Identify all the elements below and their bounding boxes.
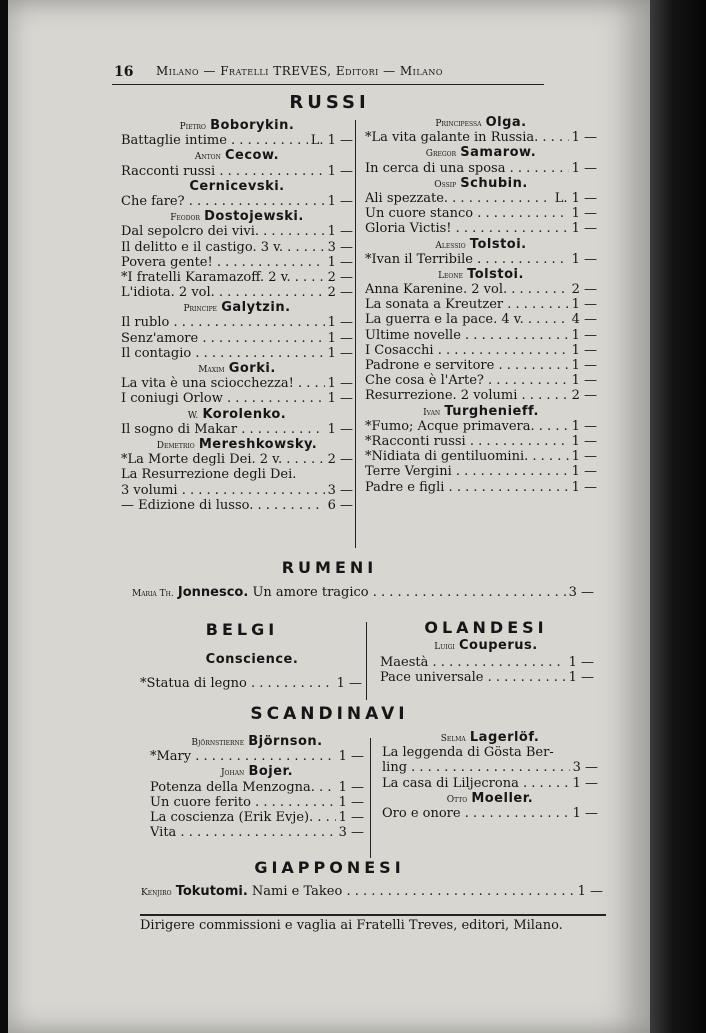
book-title: Il contagio . . . [121,346,325,361]
book-price: 1 — [571,251,597,267]
book-entry [365,161,597,176]
section-belgi-title: BELGI [205,620,279,639]
book-price: 1 — [571,433,597,449]
book-entry [365,419,597,434]
book-price: 3 — [338,825,364,841]
book-price: 3 — [568,585,594,600]
book-title: *La vita galante in Russia. . . . [365,130,569,145]
book-title: In cerca di una sposa . . . [365,161,569,176]
column-divider [370,738,371,858]
book-title: Pace universale . . . [380,670,566,685]
book-entry [150,795,364,810]
book-price: 1 — [571,130,597,146]
belgi-author [142,652,362,667]
author-row [382,791,598,806]
book-title: Battaglie intime . . . [121,133,308,148]
section-russi-title: RUSSI [289,92,370,113]
author-row [121,361,353,376]
book-title: *La Morte degli Dei. 2 v. . . . [121,452,325,467]
book-entry [365,464,597,479]
book-title: L'idiota. 2 vol. . . . [121,285,325,300]
book-entry [121,391,353,406]
author-row [150,734,364,749]
book-price: 1 — [571,342,597,358]
book-entry [365,297,597,312]
footer-rule [140,914,606,916]
book-title: Ali spezzate. . . . [365,191,552,206]
author-first-name: Maria Th. [132,589,174,599]
book-title: Un cuore stanco . . . [365,206,569,221]
author-row [365,115,597,130]
author-row [365,176,597,191]
book-price: 1 — [327,345,353,361]
book-entry [365,282,597,297]
author-first-name: Otto [446,794,468,805]
author-last-name: Gorki. [228,361,276,376]
book-title: Che cosa è l'Arte? . . . [365,373,569,388]
book-price: 6 — [327,497,353,513]
author-last-name: Tolstoi. [467,266,524,282]
book-title: *Racconti russi . . . [365,434,569,449]
book-price: 2 — [327,452,353,468]
book-price: 1 — [327,376,353,392]
author-first-name: W. [187,410,199,421]
author-first-name: Gregor [425,149,457,160]
book-title: Padrone e servitore . . . [365,358,569,373]
book-title: Anna Karenine. 2 vol. . . . [365,282,569,297]
rumeni-entry [132,585,594,600]
book-price: 1 — [338,809,364,825]
author-row [150,764,364,779]
book-entry [365,328,597,343]
book-title: *I fratelli Karamazoff. 2 v. . . . [121,270,325,285]
author-first-name: Principe [183,304,218,315]
book-title: Gloria Victis! . . . [365,221,569,236]
author-first-name: Ivan [423,407,441,418]
book-entry [121,285,353,300]
book-entry [150,780,364,795]
author-row [121,148,353,163]
author-last-name: Galytzin. [221,300,291,316]
olandesi-author [378,638,594,653]
author-first-name: Demetrio [156,440,195,451]
section-scandinavi-title: SCANDINAVI [250,704,409,724]
book-title: Il delitto e il castigo. 3 v. . . . [121,240,325,255]
book-entry [121,422,353,437]
book-entry [121,346,353,361]
book-price: 1 — [571,464,597,480]
author-last-name: Tokutomi. [175,884,248,899]
book-price: L. 1 — [310,133,353,149]
book-title: *Fumo; Acque primavera. . . . [365,419,569,434]
book-title: Un cuore ferito . . . [150,795,336,810]
book-entry [382,760,598,775]
book-title: Nami e Takeo [251,884,343,899]
book-price: 1 — [571,373,597,389]
book-entry [121,133,353,148]
author-last-name: Olga. [485,115,527,130]
author-row [365,145,597,160]
publisher-line: Milano — Fratelli TREVES, Editori — Milano [156,64,443,78]
book-title: Ultime novelle . . . [365,328,569,343]
book-price: 4 — [571,312,597,328]
book-entry [121,315,353,330]
author-first-name: Ossip [434,179,457,190]
author-last-name: Korolenko. [202,406,287,422]
book-title-line: La Resurrezione degli Dei. [121,467,297,483]
author-row [382,730,598,745]
author-first-name: Feodor [170,213,200,224]
book-entry [365,343,597,358]
author-first-name: Luigi [434,642,455,652]
section-giapponesi-title: GIAPPONESI [254,858,405,877]
book-price: 1 — [571,297,597,313]
book-price: 1 — [338,779,364,795]
book-entry [121,194,353,209]
book-price: 2 — [327,285,353,301]
author-last-name: Boborykin. [210,118,295,133]
book-title: Il rublo . . . [121,315,325,330]
book-price: 1 — [327,224,353,240]
book-entry [365,434,597,449]
book-price: 3 — [327,239,353,255]
book-entry [380,655,594,670]
author-last-name: Couperus. [459,638,538,653]
book-entry [121,452,353,467]
russi-right-column [365,115,597,495]
author-row [121,407,353,422]
section-olandesi-title: OLANDESI [424,618,548,637]
book-title: Terre Vergini . . . [365,464,569,479]
book-title: ling . . . [382,760,570,775]
book-title: Maestà . . . [380,655,566,670]
book-entry [121,483,353,498]
book-title: 3 volumi . . . [121,483,325,498]
author-last-name: Turghenieff. [444,403,539,419]
book-entry [365,130,597,145]
author-first-name: Pietro [179,122,206,132]
author-first-name: Maxim [198,365,225,375]
book-entry [150,810,364,825]
book-title: Che fare? . . . [121,194,325,209]
author-last-name: Björnson. [248,734,323,749]
book-entry [121,224,353,239]
book-title: *Nidiata di gentiluomini. . . . [365,449,569,464]
author-row [121,118,353,133]
book-title: La vita è una sciocchezza! . . . [121,376,325,391]
author-row [121,179,353,194]
author-first-name: Selma [440,734,466,744]
book-title-line: La leggenda di Gösta Ber- [382,745,554,761]
book-entry [121,255,353,270]
book-entry [121,270,353,285]
book-title: Vita . . . [150,825,336,840]
book-entry [150,749,364,764]
page-number: 16 [114,64,134,80]
column-divider [355,120,356,548]
book-entry [121,164,353,179]
book-entry [365,388,597,403]
book-price: 1 — [571,358,597,373]
author-row [121,209,353,224]
book-entry [150,825,364,840]
author-last-name: Samarow. [460,145,537,161]
author-last-name: Mereshkowsky. [198,436,318,452]
book-title: *Ivan il Terribile . . . [365,252,569,267]
author-first-name: Leone [438,270,463,281]
book-price: 1 — [327,254,353,270]
book-entry [121,498,353,513]
book-price: 1 — [336,676,362,691]
book-price: 2 — [327,269,353,285]
book-entry [382,776,598,791]
book-entry [365,480,597,495]
book-title: Oro e onore . . . [382,806,570,821]
book-title: Senz'amore . . . [121,331,325,346]
book-price: 1 — [338,749,364,765]
author-last-name: Bojer. [248,764,294,780]
book-title: *Mary . . . [150,749,336,764]
author-row [121,437,353,452]
book-price: 1 — [571,221,597,237]
footer-note: Dirigere commissioni e vaglia ai Fratelli Treves, editori, Milano. [140,918,563,933]
author-last-name: Schubin. [460,175,528,191]
book-title: La casa di Liljecrona . . . [382,776,570,791]
book-entry [365,312,597,327]
book-price: 3 — [572,760,598,776]
book-price: 1 — [338,794,364,810]
book-title: *Statua di legno . . . [140,676,334,691]
book-price: 1 — [571,327,597,343]
book-price: 1 — [327,315,353,331]
book-entry [365,206,597,221]
book-price: L. 1 — [554,190,597,206]
book-entry [365,449,597,464]
book-title: La coscienza (Erik Evje). . . . [150,810,336,825]
book-title: Racconti russi . . . [121,164,325,179]
giapponesi-entry [141,884,603,899]
author-first-name: Alessio [435,240,466,251]
book-price: 3 — [327,482,353,498]
scandinavi-right-column [382,730,598,821]
book-entry [365,252,597,267]
book-title: Il sogno di Makar . . . [121,422,325,437]
book-price: 1 — [571,160,597,176]
book-price: 1 — [572,805,598,821]
book-price: 2 — [571,282,597,298]
author-last-name: Jonnesco. [177,585,249,600]
author-first-name: Principessa [435,119,482,129]
book-title: I coniugi Orlow . . . [121,391,325,406]
book-price: 1 — [327,330,353,346]
author-row [365,237,597,252]
book-price: 1 — [572,775,598,791]
author-row [365,404,597,419]
book-title: Padre e figli . . . [365,480,569,495]
author-first-name: Anton [194,152,221,163]
book-entry [365,373,597,388]
book-title: — Edizione di lusso. . . . [121,498,325,513]
book-price: 1 — [571,206,597,222]
book-price: 1 — [571,418,597,434]
belgi-entry [140,676,362,691]
book-title: Potenza della Menzogna. . . . [150,780,336,795]
book-entry [121,331,353,346]
book-price: 2 — [571,388,597,404]
book-entry [121,376,353,391]
author-first-name: Johan [220,768,245,779]
scandinavi-left-column [150,734,364,840]
book-entry [365,221,597,236]
book-price: 1 — [327,421,353,437]
book-title: La sonata a Kreutzer . . . [365,297,569,312]
book-price: 1 — [568,670,594,686]
book-price: 1 — [577,884,603,899]
author-first-name: Björnstierne [191,738,245,748]
author-row [121,300,353,315]
olandesi-items [380,655,594,685]
author-last-name: Cecow. [224,148,280,164]
book-title: Un amore tragico [252,585,369,600]
book-price: 1 — [327,193,353,209]
page-edge-shadow [650,0,706,1033]
author-last-name: Lagerlöf. [469,730,540,745]
book-title: La guerra e la pace. 4 v. . . . [365,312,569,327]
book-price: 1 — [568,655,594,670]
book-entry [365,358,597,373]
book-price: 1 — [327,391,353,407]
book-title: Povera gente! . . . [121,255,325,270]
author-row [365,267,597,282]
author-first-name: Kenjiro [141,888,172,898]
book-price: 1 — [327,163,353,179]
book-entry [365,191,597,206]
author-last-name: Dostojewski. [204,209,304,225]
book-entry [380,670,594,685]
book-price: 1 — [571,479,597,495]
header-rule [112,84,544,85]
author-last-name: Tolstoi. [469,236,527,252]
russi-left-column [121,118,353,513]
book-title: Dal sepolcro dei vivi. . . . [121,224,325,239]
book-entry [121,240,353,255]
book-entry [382,806,598,821]
author-last-name: Moeller. [471,790,534,806]
column-divider [366,622,367,700]
author-last-name: Conscience. [205,652,299,667]
book-title: I Cosacchi . . . [365,343,569,358]
book-title: Resurrezione. 2 volumi . . . [365,388,569,403]
section-rumeni-title: RUMENI [281,558,378,577]
author-last-name: Cernicevski. [189,178,285,194]
catalog-page [8,0,651,1033]
book-price: 1 — [571,449,597,465]
